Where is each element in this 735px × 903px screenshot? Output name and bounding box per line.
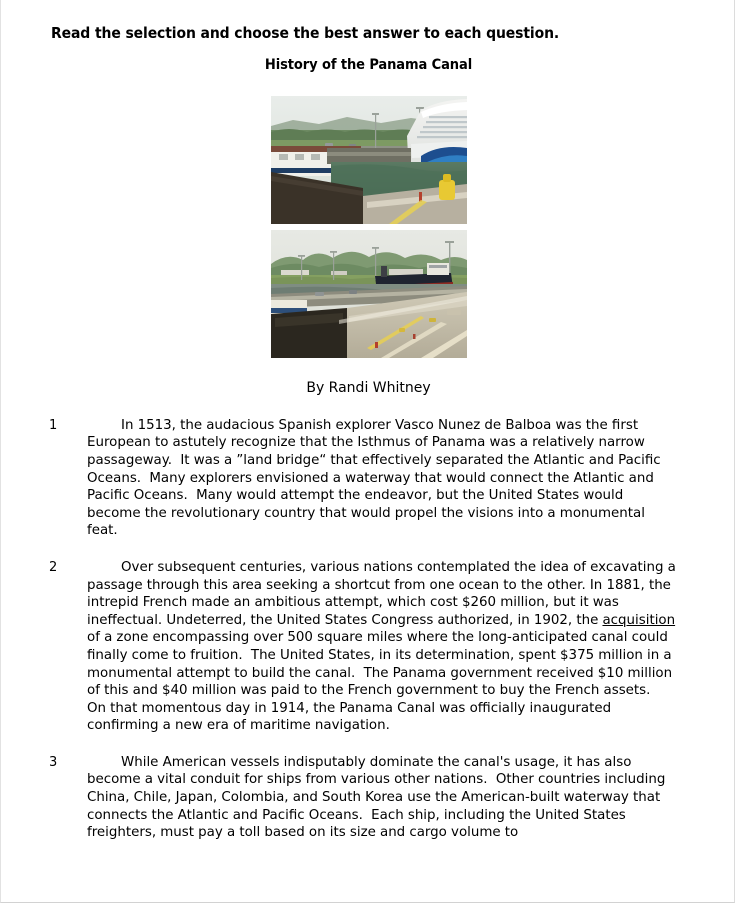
paragraph-text: While American vessels indisputably dominate the canal's usage, it has also become a vital conduit for ships from various other nations. Other countries including China, Chile, Japan, Colombia, and South Korea use the American-built waterway that connects the Atlantic and Pacific Oceans. Each ship, including the United States freighters, must pay a toll based on its size and cargo volume to	[87, 754, 670, 841]
panama-canal-locks-with-cargo-ship-photo	[271, 230, 467, 358]
paragraph-number: 3	[49, 754, 58, 770]
figure-stack	[1, 74, 735, 358]
paragraph-2	[1, 559, 735, 735]
article-body	[1, 397, 735, 842]
panama-canal-lock-with-cruise-ship-photo	[271, 96, 467, 224]
paragraph-1	[1, 417, 735, 540]
instruction-heading: Read the selection and choose the best answer to each question.	[51, 24, 560, 42]
paragraph-number: 1	[49, 417, 58, 433]
paragraph-text: Over subsequent centuries, various nations contemplated the idea of excavating a passage through this area seeking a shortcut from one ocean to the other. In 1881, the intrepid French made an ambitious attempt, which cost $260 million, but it was ineffectual. Undeterred, the United States Congress authorized, in 1902, the acquisition of a zone encompassing over 500 square miles where the long-anticipated canal could finally come to fruition. The United States, in its determination, spent $375 million in a monumental attempt to build the canal. The Panama government received $10 million of this and $40 million was paid to the French government to buy the French assets. On that momentous day in 1914, the Panama Canal was officially inaugurated confirming a new era of maritime navigation.	[87, 559, 681, 734]
paragraph-3	[1, 754, 735, 842]
paragraph-text: In 1513, the audacious Spanish explorer Vasco Nunez de Balboa was the first European to astutely recognize that the Isthmus of Panama was a relatively narrow passageway. It was a ”land bridge“ that effectively separated the Atlantic and Pacific Oceans. Many explorers envisioned a waterway that would connect the Atlantic and Pacific Oceans. Many would attempt the endeavor, but the United States would become the revolutionary country that would propel the visions into a monumental feat.	[87, 417, 665, 539]
page-title: History of the Panama Canal	[264, 57, 473, 74]
byline: By Randi Whitney	[306, 379, 431, 396]
page-content	[1, 0, 735, 861]
paragraph-number: 2	[49, 559, 58, 575]
